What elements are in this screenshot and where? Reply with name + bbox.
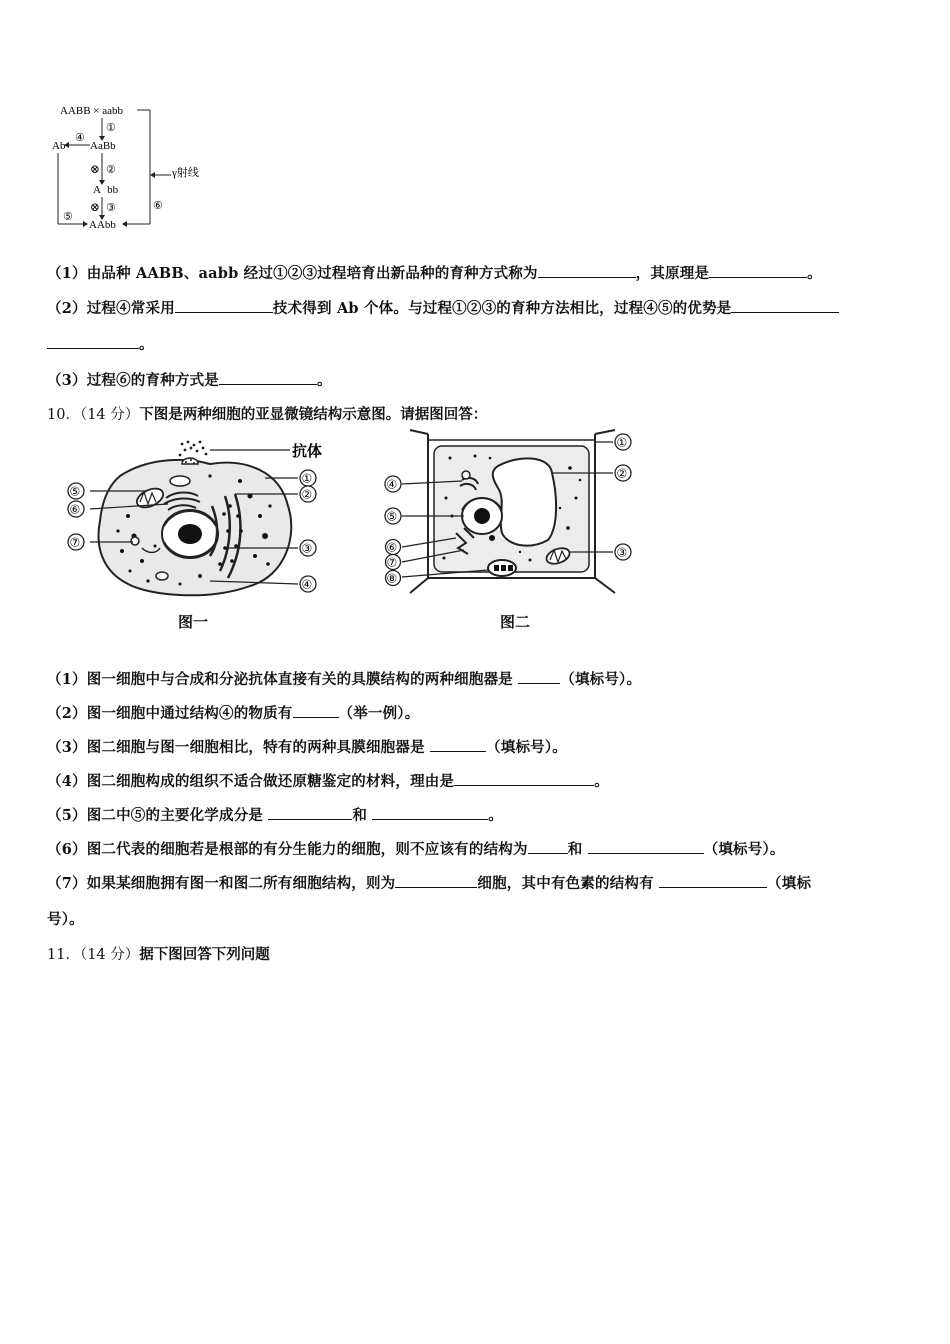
q10-part7: （7）如果某细胞拥有图一和图二所有细胞结构，则为 细胞，其中有色素的结构有 （填标: [47, 875, 812, 892]
q10-blank6[interactable]: [372, 805, 488, 820]
self-symbol-2: ⊗: [90, 200, 101, 214]
antibody-secretion: [179, 441, 208, 464]
fig2-marker-2: ②: [616, 466, 628, 481]
intermediate-label: A bb: [93, 184, 119, 196]
step6-label: ⑥: [153, 200, 163, 212]
q10-blank9[interactable]: [395, 873, 477, 888]
q10-part1: （1）图一细胞中与合成和分泌抗体直接有关的具膜结构的两种细胞器是 （填标号）。: [47, 671, 642, 688]
step1-label: ①: [106, 122, 116, 134]
q10-part4: （4）图二细胞构成的组织不适合做还原糖鉴定的材料，理由是 。: [47, 773, 609, 790]
q10-blank1[interactable]: [518, 669, 560, 684]
q9-blank4-cont[interactable]: [47, 334, 139, 349]
q10-blank3[interactable]: [430, 737, 486, 752]
fig2-marker-7: ⑦: [386, 555, 398, 570]
step5-label: ⑤: [63, 211, 73, 223]
q10-blank8[interactable]: [588, 839, 704, 854]
q9-blank1[interactable]: [538, 263, 636, 278]
antibody-label: 抗体: [292, 444, 323, 460]
q10-part2: （2）图一细胞中通过结构④的物质有 （举一例）。: [47, 705, 420, 722]
q9-blank5[interactable]: [219, 370, 317, 385]
q9-part3: （3）过程⑥的育种方式是 。: [47, 372, 332, 389]
q10-blank4[interactable]: [454, 771, 594, 786]
figure-two-label: 图二: [500, 613, 531, 631]
f1-label: AaBb: [90, 140, 116, 152]
fig2-marker-6: ⑥: [386, 540, 398, 555]
fig2-marker-5: ⑤: [386, 509, 398, 524]
fig1-marker-2: ②: [301, 487, 313, 502]
cross-label: AABB × aabb: [60, 105, 124, 117]
q9-blank3[interactable]: [175, 298, 273, 313]
fig1-marker-7: ⑦: [69, 535, 81, 550]
q9-part2: （2）过程④常采用 技术得到 Ab 个体。与过程①②③的育种方法相比，过程④⑤的优势是: [47, 297, 839, 318]
step2-label: ②: [106, 164, 116, 176]
q10-heading: 10．（14 分）下图是两种细胞的亚显微镜结构示意图。请据图回答：: [47, 406, 488, 423]
fig1-marker-6: ⑥: [69, 502, 81, 517]
figure-one-animal-cell: [60, 436, 340, 606]
q9-part2-cont: 。: [47, 333, 154, 354]
fig2-marker-8: ⑧: [386, 571, 398, 586]
final-label: AAbb: [89, 219, 116, 231]
self-symbol-1: ⊗: [90, 162, 101, 176]
fig1-marker-3: ③: [301, 541, 313, 556]
q9-blank2[interactable]: [709, 263, 807, 278]
step4-label: ④: [75, 132, 85, 144]
figure-two-plant-cell: [380, 428, 660, 608]
q9-blank4[interactable]: [731, 298, 839, 313]
fig1-marker-1: ①: [301, 471, 313, 486]
q10-blank7[interactable]: [528, 839, 568, 854]
q10-part6: （6）图二代表的细胞若是根部的有分生能力的细胞，则不应该有的结构为 和 （填标号）。: [47, 841, 785, 858]
fig2-marker-1: ①: [616, 435, 628, 450]
step3-label: ③: [106, 202, 116, 214]
q9-part1: （1）由品种 AABB、aabb 经过①②③过程培育出新品种的育种方式称为 ，其原理是 。: [47, 265, 822, 282]
fig1-marker-5: ⑤: [69, 484, 81, 499]
ray-label: γ射线: [172, 167, 199, 179]
q10-blank2[interactable]: [293, 703, 339, 718]
q10-part7-cont: 号）。: [47, 911, 84, 928]
figure-one-label: 图一: [178, 613, 209, 631]
ab-label: Ab: [52, 140, 66, 152]
q10-blank10[interactable]: [659, 873, 767, 888]
q11-heading: 11．（14 分）据下图回答下列问题: [47, 946, 270, 963]
fig1-marker-4: ④: [301, 577, 313, 592]
fig2-marker-3: ③: [616, 545, 628, 560]
q10-part3: （3）图二细胞与图一细胞相比，特有的两种具膜细胞器是 （填标号）。: [47, 739, 567, 756]
q10-blank5[interactable]: [268, 805, 352, 820]
vacuole: [493, 458, 556, 545]
fig2-marker-4: ④: [386, 477, 398, 492]
q10-part5: （5）图二中⑤的主要化学成分是 和 。: [47, 807, 503, 824]
breeding-diagram: [45, 98, 225, 238]
